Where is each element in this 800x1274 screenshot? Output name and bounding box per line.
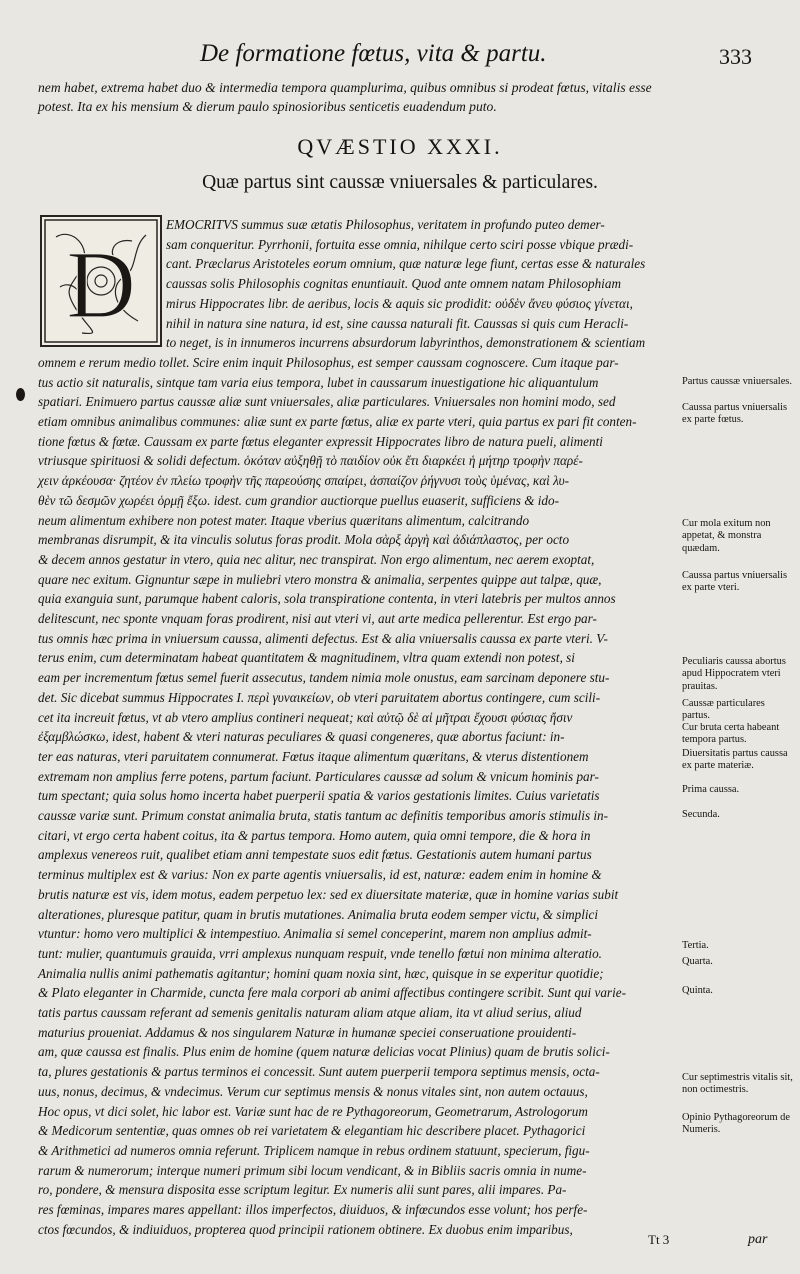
- body-line: to neget, is in innumeros incurrens absurdorum labyrinthos, demonstrationem & scientiam: [166, 335, 646, 351]
- margin-note: Caussa partus vniuersalis ex parte vteri.: [682, 570, 788, 594]
- body-line: maturius proueniat. Addamus & nos singularem Naturæ in humanæ speciei conseruatione prouidenti-: [38, 1024, 577, 1040]
- body-line: nihil in natura sine natura, id est, sine caussa naturali fit. Caussas si quis cum Heracli-: [166, 315, 629, 331]
- margin-note: Cur mola exitum non appetat, & monstra quædam.: [682, 518, 771, 554]
- margin-note: Quinta.: [682, 985, 713, 996]
- page-number: 333: [719, 44, 752, 69]
- body-line: terminus multiplex est & varius: Non ex parte agentis vniuersalis, id est, naturæ: eadem enim in homine &: [38, 867, 602, 883]
- carry-over-text: nem habet, extrema habet duo & intermedia tempora quamplurima, quibus omnibus si prodeat fœtus, vitalis esse potest. Ita ex his mensium & dierum paulo spinosioribus senticetis euadendum puto.: [38, 80, 652, 114]
- ornamental-initial-icon: [42, 217, 160, 345]
- body-line: EMOCRITVS summus suæ ætatis Philosophus, veritatem in profundo puteo demer-: [166, 217, 605, 232]
- margin-note: Secunda.: [682, 809, 720, 820]
- margin-note: Quarta.: [682, 956, 713, 967]
- body-line: mirus Hippocrates libr. de aeribus, locis & aquis sic prodidit: οὐδὲν ἄνευ φύσιος γίνεται,: [166, 295, 633, 311]
- body-line: eam per incrementum fœtus semel fuerit assecutus, tandem nimia mole onustus, eam sarcinam deponere stu-: [38, 670, 610, 686]
- margin-note: Peculiaris caussa abortus apud Hippocratem vteri prauitas.: [682, 656, 786, 692]
- body-line: tus actio sit naturalis, sintque tam varia eius tempora, lubet in caussarum inuestigatione hic aliquantulum: [38, 374, 599, 390]
- body-line: Hoc opus, vt dici solet, hic labor est. Variæ sunt hac de re Pythagoreorum, Geometrarum, Astrologorum: [38, 1103, 588, 1119]
- margin-note: Diuersitatis partus caussa ex parte materiæ.: [682, 748, 788, 772]
- question-heading: QVÆSTIO XXXI.: [297, 134, 503, 159]
- margin-note: Tertia.: [682, 940, 709, 951]
- body-line: cant. Præclarus Aristoteles eorum omnium, quæ naturæ lege fiunt, certas esse & naturales: [166, 256, 646, 272]
- body-line: uus, nonus, decimus, & vndecimus. Verum cur septimus mensis & nonus vitales sint, non autem octauus,: [38, 1083, 588, 1099]
- signature-mark: Tt 3: [648, 1232, 670, 1247]
- body-line: tatis partus caussam referant ad semenis genitalis naturam aliam atque aliam, ita vt aliud serius, aliud: [38, 1005, 582, 1020]
- body-line: caussas solis Philosophis cognitas enuntiauit. Quod ante omnem natam Philosophiam: [166, 276, 621, 292]
- body-line: Animalia nullis animi pathematis agitantur; homini quam noxia sint, hæc, quisque in se experitur quotidie;: [38, 965, 604, 981]
- body-line: ro, pondere, & mensura disposita esse scriptum legitur. Ex numeris alii sunt pares, alii impares. Pa-: [38, 1182, 567, 1198]
- margin-note: Partus caussæ vniuersales.: [682, 376, 792, 387]
- body-line: & Arithmetici ad numeros omnia referunt. Triplicem namque in rebus ordinem statuunt, specierum, figu-: [38, 1142, 590, 1158]
- body-line: res fœminas, impares mares appellant: illos imperfectos, diuiduos, & infœcundos esse volunt; hos perfe-: [38, 1202, 588, 1217]
- body-line: quare nec exitum. Gignuntur sæpe in muliebri vtero monstra & animalia, serpentes quippe aut talpæ, quæ,: [38, 571, 602, 587]
- body-line: ctos fœcundos, & indiuiduos, propterea quod principii rationem obtinere. Ex duobus enim imparibus,: [38, 1221, 573, 1237]
- body-line: tunt: mulier, quantumuis grauida, vrri amplexus nunquam respuit, vnde tenello fœtui non minima alteratio.: [38, 945, 602, 961]
- body-line: quia exanguia sunt, parumque habent caloris, sola transpiratione contenta, in vteri latebris per multos annos: [38, 591, 616, 607]
- body-line: alterationes, pluresque patitur, quam in brutis mutationes. Animalia bruta eodem semper victu, & simplici: [38, 906, 599, 922]
- body-line: etiam omnibus animalibus communes: aliæ sunt ex parte fœtus, aliæ ex parte vteri, quia partus ex pari fit conten-: [38, 414, 637, 429]
- running-title: De formatione fœtus, vita & partu.: [200, 40, 547, 67]
- body-line: tione fœtus & fœtæ. Caussam ex parte fœtus eleganter expressit Hippocrates libro de natura pueli, alimenti: [38, 433, 603, 449]
- body-line: am, quæ caussa est finalis. Plus enim de homine (quem naturæ delicias vocat Plinius) quam de brutis solici-: [38, 1044, 610, 1060]
- body-line: tus omnis hæc prima in vniuersum caussa, alimenti defectus. Est & alia vniuersalis caussa ex parte vteri. V-: [38, 630, 608, 646]
- margin-note: Cur bruta certa habeant tempora partus.: [682, 722, 780, 746]
- body-line: sam conqueritur. Pyrrhonii, fortuita esse omnia, nihilque certo sciri posse vbique prædi-: [166, 236, 634, 252]
- body-line: ἐξαμβλώσκω, idest, habent & vteri naturas peculiares & quasi congeneres, quæ abortus faciunt: in-: [38, 729, 565, 745]
- body-line: χειν ἀρκέουσα· ζητέον ἐν πλείω τροφὴν τῆς παρεούσης σπαίρει, ἀσπαίζον ῥήγνυσι τοὺς ὑμένας, καὶ λυ-: [38, 473, 570, 489]
- ink-blot: [16, 388, 25, 401]
- dropcap-letter: D: [66, 231, 136, 338]
- body-line: tum spectant; quia solus homo incerta habet puerperii spatia & varios gestationis limites. Cuius varietatis: [38, 788, 600, 804]
- margin-note: Caussa partus vniuersalis ex parte fœtus.: [682, 402, 788, 426]
- decorated-initial-d: [40, 215, 162, 347]
- body-line: neum alimentum exhibere non potest mater. Itaque vberius quæritans alimentum, calcitrando: [38, 512, 530, 528]
- body-line: amplexus venereos ruit, qualibet etiam anni tempestate suos edit fœtus. Gestationis autem humani partus: [38, 847, 592, 863]
- body-line: θὲν τῶ δεσμῶν χωρέει ὁρμῇ ἔξω. idest. cum grandior auctiorque puellus euaserit, sufficiens & ido-: [38, 492, 559, 508]
- body-line: cet ita increuit fœtus, vt ab vtero amplius contineri nequeat; καὶ αὐτῷ δὲ αἱ μῆτραι ἔχουσι φύσιας ἤσιν: [38, 709, 573, 725]
- body-line: terus enim, cum determinatam habeat quantitatem & magnitudinem, vltra quam extendi non potest, si: [38, 650, 575, 666]
- body-line: & Medicorum sententiæ, quas omnes ob rei varietatem & elegantiam hic describere placet. Pythagorici: [38, 1123, 586, 1139]
- body-line: spatiari. Enimuero partus caussæ aliæ sunt vniuersales, aliæ particulares. Vniuersales non homini modo, sed: [38, 394, 616, 410]
- body-line: rarum & numerorum; interque numeri primum sibi locum vendicant, & in Bibliis sacris omnia in nume-: [38, 1162, 587, 1178]
- catchword: par: [748, 1232, 768, 1247]
- body-line: caussæ variæ sunt. Primum constat animalia bruta, statis tantum ac definitis temporibus amoris stimulis in-: [38, 808, 609, 823]
- margin-note: Caussæ particulares partus.: [682, 698, 765, 722]
- body-line: ta, plures gestationis & partus terminos ei concessit. Sunt autem puerperii tempora septimus mensis, octa-: [38, 1064, 600, 1080]
- chapter-title: Quæ partus sint caussæ vniuersales & particulares.: [202, 172, 598, 193]
- body-line: & Plato eleganter in Charmide, cuncta fere mala corpori ab animi affectibus contingere scribit. Sunt qui varie-: [38, 985, 626, 1001]
- body-line: extremam non amplius ferre potens, partum faciunt. Particulares caussæ ad solum & vnicum hominis par-: [38, 768, 599, 784]
- body-line: det. Sic dicebat summus Hippocrates I. περὶ γυναικείων, ob vteri paruitatem abortus contingere, cum scili-: [38, 689, 601, 705]
- body-line: vtriusque spirituosi & solidi defectum. ὁκόταν αὐξηθῇ τὸ παιδίον οὐκ ἔτι διαρκέει ἡ μήτηρ τροφὴν παρέ-: [38, 453, 583, 469]
- body-line: omnem e rerum medio tollet. Scire enim inquit Philosophus, est semper caussam cognoscere. Cum itaque par-: [38, 354, 619, 370]
- body-line: delitescunt, nec sponte vnquam foras prodirent, nisi aut vteri vi, aut arte medica pellerentur. Est ergo par-: [38, 611, 597, 626]
- margin-note: Prima caussa.: [682, 784, 740, 795]
- body-line: citari, vt ergo certa habent coitus, ita & partus tempora. Homo autem, quia omni tempore, die & hora in: [38, 827, 591, 843]
- margin-note: Opinio Pythagoreorum de Numeris.: [682, 1112, 790, 1136]
- body-line: brutis naturæ est vis, idem motus, eadem perpetuo lex: sed ex diuersitate materiæ, quæ in homine varias subit: [38, 886, 619, 902]
- page-header: [0, 40, 800, 74]
- body-line: vtuntur: homo vero multiplici & intempestiuo. Animalia si semel conceperint, marem non amplius admit-: [38, 926, 592, 942]
- body-line: & decem annos gestatur in vtero, quia nec alitur, nec transpirat. Non ergo alimentum, nec aerem exoptat,: [38, 551, 595, 567]
- margin-note: Cur septimestris vitalis sit, non octimestris.: [682, 1072, 793, 1096]
- body-line: membranas disrumpit, & ita vinculis solutus foras prodit. Mola σὰρξ ἀργὴ καὶ ἀδιάπλαστος, per octo: [38, 532, 570, 548]
- body-line: ter eas naturas, vteri paruitatem connumerat. Fœtus itaque alimentum quæritans, & vterus distentionem: [38, 748, 589, 764]
